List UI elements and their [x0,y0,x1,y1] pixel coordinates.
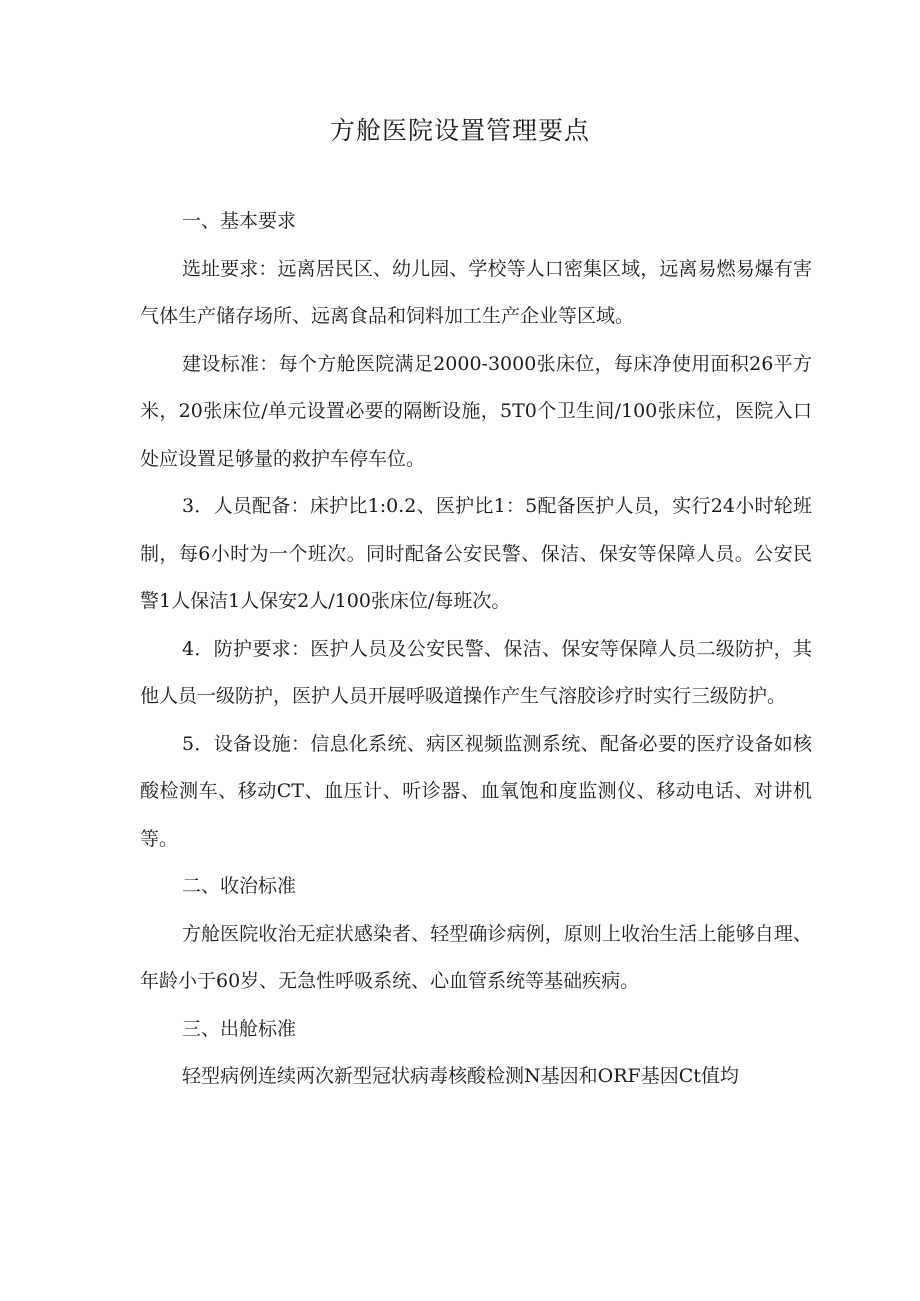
document-title: 方舱医院设置管理要点 [329,116,590,145]
section-heading-discharge-criteria: 三、出舱标准 [182,1017,297,1040]
section-heading-admission-criteria: 二、收治标准 [182,875,297,897]
section-heading-basic-requirements: 一、基本要求 [182,210,297,232]
paragraph-discharge: 轻型病例连续两次新型冠状病毒核酸检测N基因和ORF基因Ct值均 [182,1065,739,1087]
paragraph-site-selection: 选址要求：远离居民区、幼儿园、学校等人口密集区域，远离易燃易爆有害气体生产储存场所、远离食品和饲料加工生产企业等区域。 [140,257,812,327]
paragraph-construction-standard: 建设标准：每个方舱医院满足2000-3000张床位，每床净使用面积26平方米，20张床位/单元设置必要的隔断设施，5T0个卫生间/100张床位，医院入口处应设置足够量的救护车停车位。 [140,352,812,470]
paragraph-staffing: 3．人员配备：床护比1:0.2、医护比1：5配备医护人员，实行24小时轮班制，每6小时为一个班次。同时配备公安民警、保洁、保安等保障人员。公安民警1人保洁1人保安2人/100张床位/每班次。 [140,495,812,612]
paragraph-admission: 方舱医院收治无症状感染者、轻型确诊病例，原则上收治生活上能够自理、年龄小于60岁、无急性呼吸系统、心血管系统等基础疾病。 [140,922,812,992]
paragraph-equipment: 5．设备设施：信息化系统、病区视频监测系统、配备必要的医疗设备如核酸检测车、移动CT、血压计、听诊器、血氧饱和度监测仪、移动电话、对讲机等。 [140,732,812,850]
paragraph-protection: 4．防护要求：医护人员及公安民警、保洁、保安等保障人员二级防护，其他人员一级防护，医护人员开展呼吸道操作产生气溶胶诊疗时实行三级防护。 [140,637,812,707]
document-body [140,198,812,1101]
